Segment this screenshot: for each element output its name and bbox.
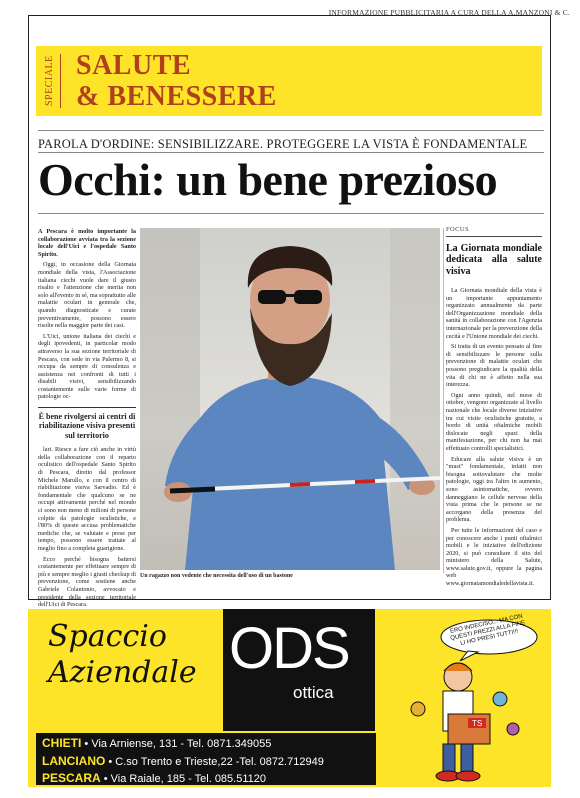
focus-paragraph: Si tratta di un evento pensato al fine di sensibilizzare le persone sulla prevenzione di malattie oculari che possono pregiudicare la qualità della vita di chi ne è affetto nella sua interezza.: [446, 343, 542, 389]
focus-paragraph: Ogni anno quindi, nel mese di ottobre, vengono organizzate al livello nazionale che locale diverse iniziative tra cui visite oculistiche gratuite, a bordo di unità oftalmiche mobili dislocate negli spazi della manifestazione, per chi non ha mai effettuato controlli specialistici.: [446, 391, 542, 452]
pull-quote: È bene rivolgersi ai centri di riabilitazione visiva presenti sul territorio: [38, 407, 136, 440]
location-city: PESCARA: [42, 771, 101, 785]
ad-spaccio-aziendale: [48, 619, 197, 691]
location-row: [42, 753, 370, 771]
article-lead: A Pescara è molto importante la collaborazione avviata tra la sezione locale dell'Uici e l'ospedale Santo Spirito.: [38, 228, 136, 258]
focus-paragraph: Per tutte le informazioni del caso e per conoscere anche i punti oftalmici mobili e le iniziative dell'edizione 2020, si può consultare il sito del ministero della Salute, www.salute.gov.it, oppure la pagina web www.giornatamondialedellavista.it.: [446, 526, 542, 588]
focus-paragraph: Educare alla salute visiva è un "must" fondamentale, infatti non bisogna sottovalutare che molte patologie, oggi tra l'altro in aumento, sono asintomatiche, ovvero danneggiano le cellule nervose della vista prima che le persone se ne accorgano della presenza del problema.: [446, 455, 542, 524]
article-headline: Occhi: un bene prezioso: [38, 154, 498, 205]
ad-spaccio-line1: Spaccio: [48, 619, 167, 654]
focus-column: [446, 226, 542, 591]
section-banner: [36, 46, 542, 116]
ods-logo-text: ODS: [229, 616, 349, 681]
focus-paragraph: La Giornata mondiale della vista è un importante appuntamento organizzato annualmente da parte dell'Organizzazione mondiale della sanità in collaborazione con l'Agenzia internazionale per la prevenzione della cecità e l'Unione mondiale dei ciechi.: [446, 287, 542, 340]
mascot-badge: TS: [472, 719, 483, 728]
advertisement[interactable]: [28, 609, 551, 787]
column-divider: [443, 228, 444, 573]
article-subhead: PAROLA D'ORDINE: SENSIBILIZZARE. PROTEGGERE LA VISTA È FONDAMENTALE: [38, 137, 528, 151]
cartoon-mascot-icon: [388, 659, 538, 784]
focus-label: FOCUS: [446, 226, 542, 237]
ad-spaccio-line2: Aziendale: [48, 655, 197, 690]
location-city: LANCIANO: [42, 753, 106, 768]
location-address: • C.so Trento e Trieste,22 -Tel. 0872.712949: [108, 755, 324, 768]
section-title-line1: SALUTE: [76, 50, 192, 81]
store-locations: [36, 733, 376, 785]
location-address: • Via Raiale, 185 - Tel. 085.51120: [103, 773, 266, 785]
ods-logo-sub: ottica: [293, 683, 334, 702]
speech-bubble-text: ERO INDECISO... MA CON QUESTI PREZZI ALLA FINE LI HO PRESI TUTTI!!!: [449, 613, 526, 647]
focus-title: La Giornata mondiale dedicata alla salute visiva: [446, 242, 542, 277]
divider-headline: [38, 213, 544, 214]
speciale-label: SPECIALE: [44, 54, 61, 108]
location-address: • Via Arniense, 131 - Tel. 0871.349055: [84, 738, 272, 750]
photo-caption: Un ragazzo non vedente che necessita dell'uso di un bastone: [140, 573, 293, 579]
publisher-info: INFORMAZIONE PUBBLICITARIA A CURA DELLA A.MANZONI & C.: [328, 8, 570, 17]
blind-man-illustration: [140, 228, 440, 570]
divider-top: [38, 130, 544, 131]
ods-logo: [223, 609, 375, 731]
location-city: CHIETI: [42, 736, 82, 750]
article-paragraph: Oggi, in occasione della Giornata mondiale della vista, l'Associazione italiana ciechi vuole dare il giusto risalto e l'attenzione che merita non solo all'evento in sé, ma soprattutto alle malattie oculari in generale che, quando diagnosticate e curate preventivamente, possono essere risolte nella maggior parte dei casi.: [38, 261, 136, 330]
article-photo: [140, 228, 440, 570]
location-row: [42, 735, 370, 753]
article-paragraph: lari. Riesce a fare ciò anche in virtù della collaborazione con il reparto oculistico dell'ospedale Santo Spirito di Pescara, diretto dal professor Michele Marullo, e con il centro di riabilitazione visiva Sarvadio. Ed è fondamentale che qualcuno se ne occupi attivamente perché nel mondo ci sono non meno di milioni di persone colpite da patologie oculistiche, e l'80% di queste accusa problematiche mediche che, se valutate e prese per tempo, possono essere trattate al meglio fino a completa guarigione.: [38, 446, 136, 552]
location-row: [42, 770, 370, 787]
article-left-column: [38, 228, 136, 612]
article-paragraph: L'Uici, unione italiana dei ciechi e degli ipovedenti, in particolar modo attraverso la sua sezione territoriale di Pescara, con sede in via Palermo 8, si occupa da sempre di consulenza e assistenza nei confronti di tutti i disabili visivi, sensibilizzando costantemente sulle varie forme di patologie oc-: [38, 332, 136, 401]
section-title-line2: & BENESSERE: [76, 81, 277, 112]
article-paragraph: Ecco perché bisogna battersi costantemente per effettuare sempre di più e sempre meglio i giusti checkup di prevenzione, come sostiene anche Gabriele Colantonio, avvocato e presidente della sezione territoriale dell'Uici di Pescara.: [38, 555, 136, 609]
